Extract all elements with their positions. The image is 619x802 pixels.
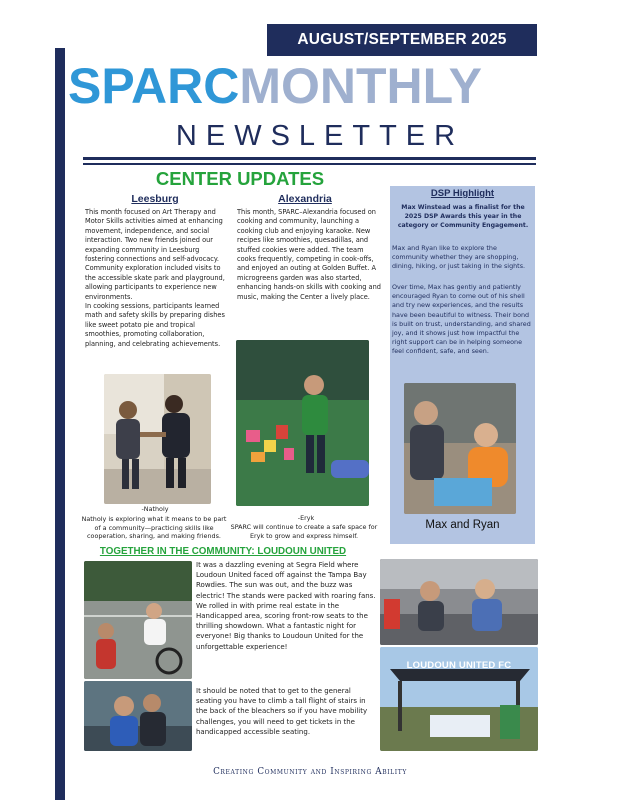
tent-sign-text: LOUDOUN UNITED FC bbox=[406, 660, 512, 671]
masthead-monthly: MONTHLY bbox=[239, 58, 482, 114]
eryk-caption: SPARC will continue to create a safe space for Eryk to grow and express himself. bbox=[230, 523, 378, 540]
header-rule-thick bbox=[83, 157, 536, 160]
section-title-center-updates: CENTER UPDATES bbox=[155, 168, 325, 189]
natholy-caption-name: -Natholy bbox=[141, 505, 169, 513]
masthead-title bbox=[68, 56, 482, 116]
alexandria-heading: Alexandria bbox=[278, 193, 332, 205]
dsp-highlight-lead: Max Winstead was a finalist for the 2025 DSP Awards this year in the category or Community Engagement. bbox=[397, 204, 529, 230]
issue-date-banner: AUGUST/SEPTEMBER 2025 bbox=[267, 24, 537, 56]
eryk-caption-name: -Eryk bbox=[297, 514, 315, 522]
photo-stadium-selfie-illustration bbox=[84, 681, 192, 751]
photo-loudoun-tent bbox=[380, 647, 538, 751]
masthead-sparc: SPARC bbox=[68, 58, 240, 114]
masthead-subtitle: NEWSLETTER bbox=[175, 120, 465, 152]
alexandria-text bbox=[237, 208, 382, 302]
photo-max-and-ryan-illustration bbox=[404, 383, 516, 514]
photo-natholy bbox=[104, 374, 211, 504]
section-title-together: TOGETHER IN THE COMMUNITY: LOUDOUN UNITED bbox=[99, 546, 347, 557]
photo-stadium-seats-illustration bbox=[380, 559, 538, 645]
dsp-highlight-title: DSP Highlight bbox=[430, 188, 495, 199]
footer-tagline: Creating Community and Inspiring Ability bbox=[213, 767, 407, 777]
natholy-caption: Natholy is exploring what it means to be part of a community—practicing skills like cooperation, sharing, and making friends. bbox=[81, 515, 227, 541]
leesburg-paragraph: In cooking sessions, participants learned math and safety skills by preparing dishes like sweet potato pie and tropical smoothies, promoting collaboration, planning, and celebrating achievements. bbox=[85, 302, 225, 348]
photo-max-and-ryan bbox=[404, 383, 516, 514]
photo-eryk-illustration bbox=[236, 340, 369, 506]
leesburg-text bbox=[85, 208, 230, 349]
leesburg-paragraph: This month focused on Art Therapy and Motor Skills activities aimed at enhancing movement, independence, and social interaction. Two new friends joined our expanding community in Leesburg fostering connections and self-advocacy. Community exploration included visits to the accessible skate park and playground, allowing participants to experience new environments. bbox=[85, 208, 225, 301]
alexandria-paragraph: This month, SPARC–Alexandria focused on cooking and community, launching a cooking club and enjoying karaoke. New recipes like smoothies, quesadillas, and stuffed cookies were added. The team cooks frequently, competing in cook-offs, and enjoyed an outing at Golden Buffet. A microgreens garden was also started, enhancing hands-on skills with cooking and music, making the Center a lively place. bbox=[237, 208, 381, 301]
photo-eryk bbox=[236, 340, 369, 506]
max-and-ryan-caption: Max and Ryan bbox=[425, 519, 500, 531]
header-rule-thin bbox=[83, 163, 536, 165]
photo-stadium-seats bbox=[380, 559, 538, 645]
loudoun-paragraph: It was a dazzling evening at Segra Field where Loudoun United faced off against the Tampa Bay Rowdies. The sun was out, and the buzz was electric! The stands were packed with roaring fans. We rolled in with prime real estate in the Handicapped area, scoring front-row seats to the thrilling showdown. What a fantastic night for everyone! Big thanks to Loudoun United for the unforgettable experience! bbox=[196, 561, 376, 651]
photo-stadium-wheelchair-illustration bbox=[84, 561, 192, 679]
loudoun-paragraph: It should be noted that to get to the general seating you have to climb a tall flight of stairs in the back of the bleachers so if you have mobility challenges, you will need to get tickets in the handicapped accessible seating. bbox=[196, 687, 368, 736]
photo-natholy-illustration bbox=[104, 374, 211, 504]
leesburg-heading: Leesburg bbox=[131, 193, 179, 205]
dsp-highlight-paragraph: Over time, Max has gently and patiently encouraged Ryan to come out of his shell and try new experiences, and the results have been beautiful to witness. Their bond is built on trust, understanding, and shared joy, and it shows just how impactful the right support can be in helping someone feel confident, safe, and seen. bbox=[392, 283, 531, 356]
left-accent-bar bbox=[55, 48, 65, 800]
photo-stadium-selfie bbox=[84, 681, 192, 751]
dsp-highlight-paragraph: Max and Ryan like to explore the community whether they are shopping, dining, hiking, or just taking in the sights. bbox=[392, 244, 526, 271]
photo-stadium-wheelchair bbox=[84, 561, 192, 679]
